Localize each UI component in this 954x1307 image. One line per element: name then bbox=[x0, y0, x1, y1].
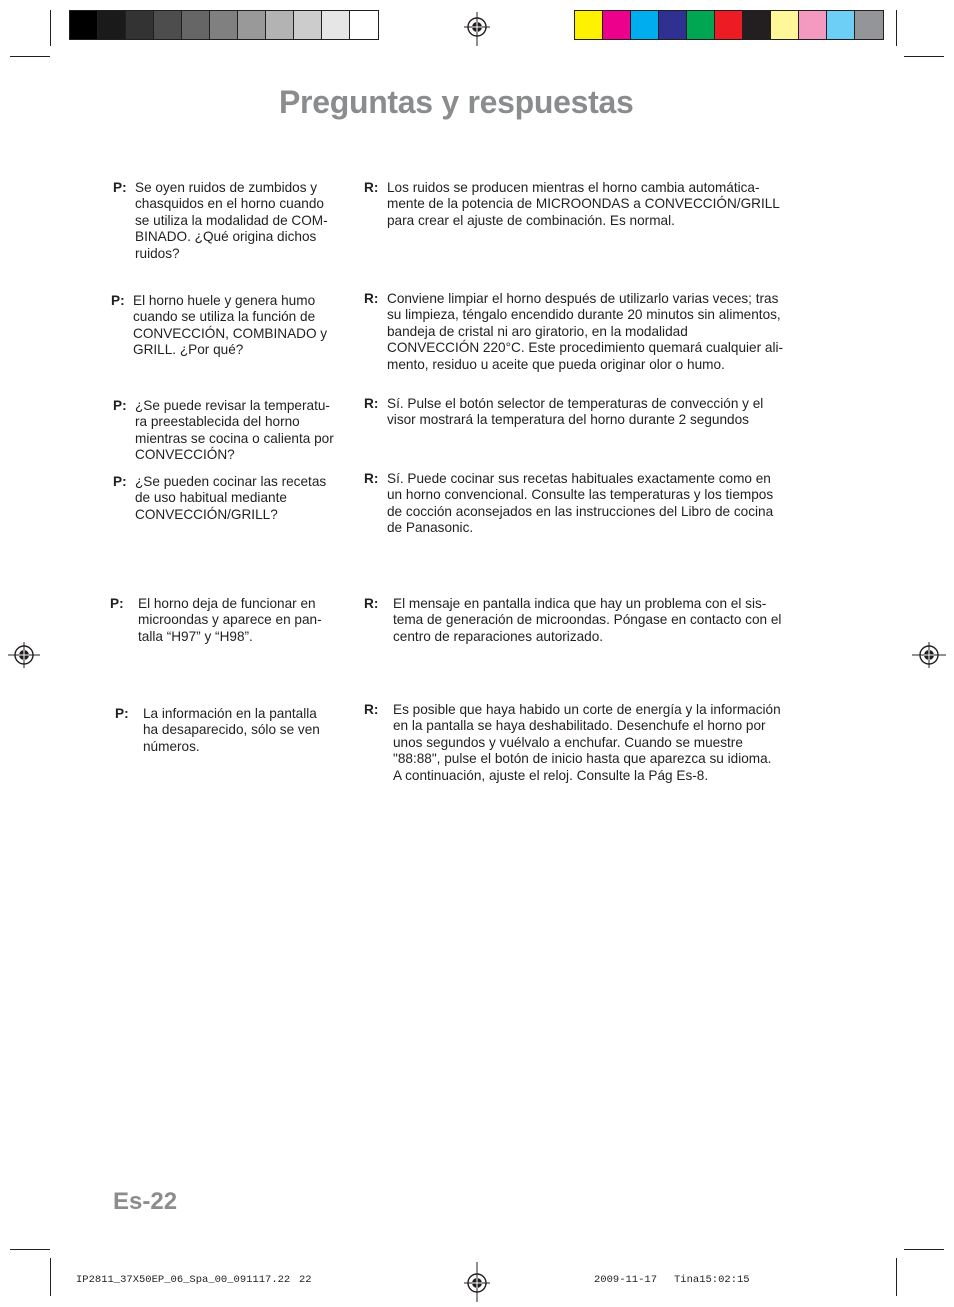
color-swatch bbox=[182, 11, 210, 39]
color-swatch bbox=[715, 11, 743, 39]
color-swatch bbox=[238, 11, 266, 39]
registration-mark-icon bbox=[912, 640, 946, 670]
question-text: La información en la pantalla ha desaparecido, sólo se ven números. bbox=[143, 706, 320, 754]
color-swatch bbox=[294, 11, 322, 39]
question-label: P: bbox=[115, 706, 129, 721]
question-text: El horno huele y genera humo cuando se utiliza la función de CONVECCIÓN, COMBINADO y GRILL. ¿Por qué? bbox=[133, 293, 328, 358]
footer-file: IP2811_37X50EP_06_Spa_00_091117.22 bbox=[76, 1274, 291, 1286]
registration-mark-icon bbox=[8, 640, 40, 670]
color-swatch bbox=[154, 11, 182, 39]
answer-text: Conviene limpiar el horno después de utilizarlo varias veces; tras su limpieza, téngalo encendido durante 20 minutos sin alimentos, bandeja de cristal ni aro giratorio, en la modalidad CONVECCIÓN 220°C. Este procedimiento quemará cualquier ali- mento, residuo u aceite que pueda originar olor o humo. bbox=[387, 291, 784, 372]
color-swatch bbox=[98, 11, 126, 39]
answer-text: El mensaje en pantalla indica que hay un problema con el sis- tema de generación de microondas. Póngase en contacto con el centro de reparaciones autorizado. bbox=[393, 596, 782, 644]
answer-text: Sí. Puede cocinar sus recetas habituales exactamente como en un horno convencional. Consulte las temperaturas y los tiempos de cocción aconsejados en las instrucciones del Libro de cocina de Panasonic. bbox=[387, 471, 774, 536]
answer-label: R: bbox=[364, 702, 379, 717]
question-text: ¿Se pueden cocinar las recetas de uso habitual mediante CONVECCIÓN/GRILL? bbox=[135, 474, 327, 522]
answer-label: R: bbox=[364, 180, 379, 195]
color-swatch bbox=[322, 11, 350, 39]
question-label: P: bbox=[113, 474, 127, 489]
footer-time: Tina15:02:15 bbox=[674, 1274, 750, 1286]
question-text: Se oyen ruidos de zumbidos y chasquidos en el horno cuando se utiliza la modalidad de COM- BINADO. ¿Qué origina dichos ruidos? bbox=[135, 180, 328, 261]
question-label: P: bbox=[111, 293, 125, 308]
footer-date: 2009-11-17 bbox=[594, 1274, 658, 1286]
color-swatch bbox=[631, 11, 659, 39]
color-swatch bbox=[659, 11, 687, 39]
color-swatch bbox=[210, 11, 238, 39]
page-title: Preguntas y respuestas bbox=[279, 84, 634, 120]
answer-label: R: bbox=[364, 596, 379, 611]
color-swatch bbox=[350, 11, 378, 39]
color-calibration-bar bbox=[574, 10, 884, 40]
registration-mark-icon bbox=[462, 12, 492, 46]
answer-text: Los ruidos se producen mientras el horno cambia automática- mente de la potencia de MICROONDAS a CONVECCIÓN/GRILL para crear el ajuste de combinación. Es normal. bbox=[387, 180, 780, 228]
question-label: P: bbox=[110, 596, 124, 611]
question-label: P: bbox=[113, 398, 127, 413]
page-number: Es-22 bbox=[113, 1188, 178, 1215]
color-swatch bbox=[827, 11, 855, 39]
color-swatch bbox=[575, 11, 603, 39]
color-swatch bbox=[70, 11, 98, 39]
question-text: El horno deja de funcionar en microondas y aparece en pan- talla “H97” y “H98”. bbox=[138, 596, 322, 644]
answer-label: R: bbox=[364, 291, 379, 306]
answer-label: R: bbox=[364, 471, 379, 486]
color-swatch bbox=[126, 11, 154, 39]
color-swatch bbox=[603, 11, 631, 39]
color-swatch bbox=[687, 11, 715, 39]
color-swatch bbox=[855, 11, 883, 39]
question-text: ¿Se puede revisar la temperatu- ra preestablecida del horno mientras se cocina o calienta por CONVECCIÓN? bbox=[135, 398, 334, 463]
answer-text: Es posible que haya habido un corte de energía y la información en la pantalla se haya deshabilitado. Desenchufe el horno por unos segundos y vuélvalo a enchufar. Cuando se muestre "88:88", pulse el botón de inicio hasta que aparezca su idioma. A continuación, ajuste el reloj. Consulte la Pág Es-8. bbox=[393, 702, 781, 783]
registration-mark-icon bbox=[462, 1262, 492, 1302]
answer-label: R: bbox=[364, 396, 379, 411]
answer-text: Sí. Pulse el botón selector de temperaturas de convección y el visor mostrará la temperatura del horno durante 2 segundos bbox=[387, 396, 764, 428]
question-label: P: bbox=[113, 180, 127, 195]
color-swatch bbox=[771, 11, 799, 39]
color-swatch bbox=[266, 11, 294, 39]
color-swatch bbox=[799, 11, 827, 39]
footer-sheet: 22 bbox=[299, 1274, 312, 1286]
grayscale-calibration-bar bbox=[69, 10, 379, 40]
color-swatch bbox=[743, 11, 771, 39]
